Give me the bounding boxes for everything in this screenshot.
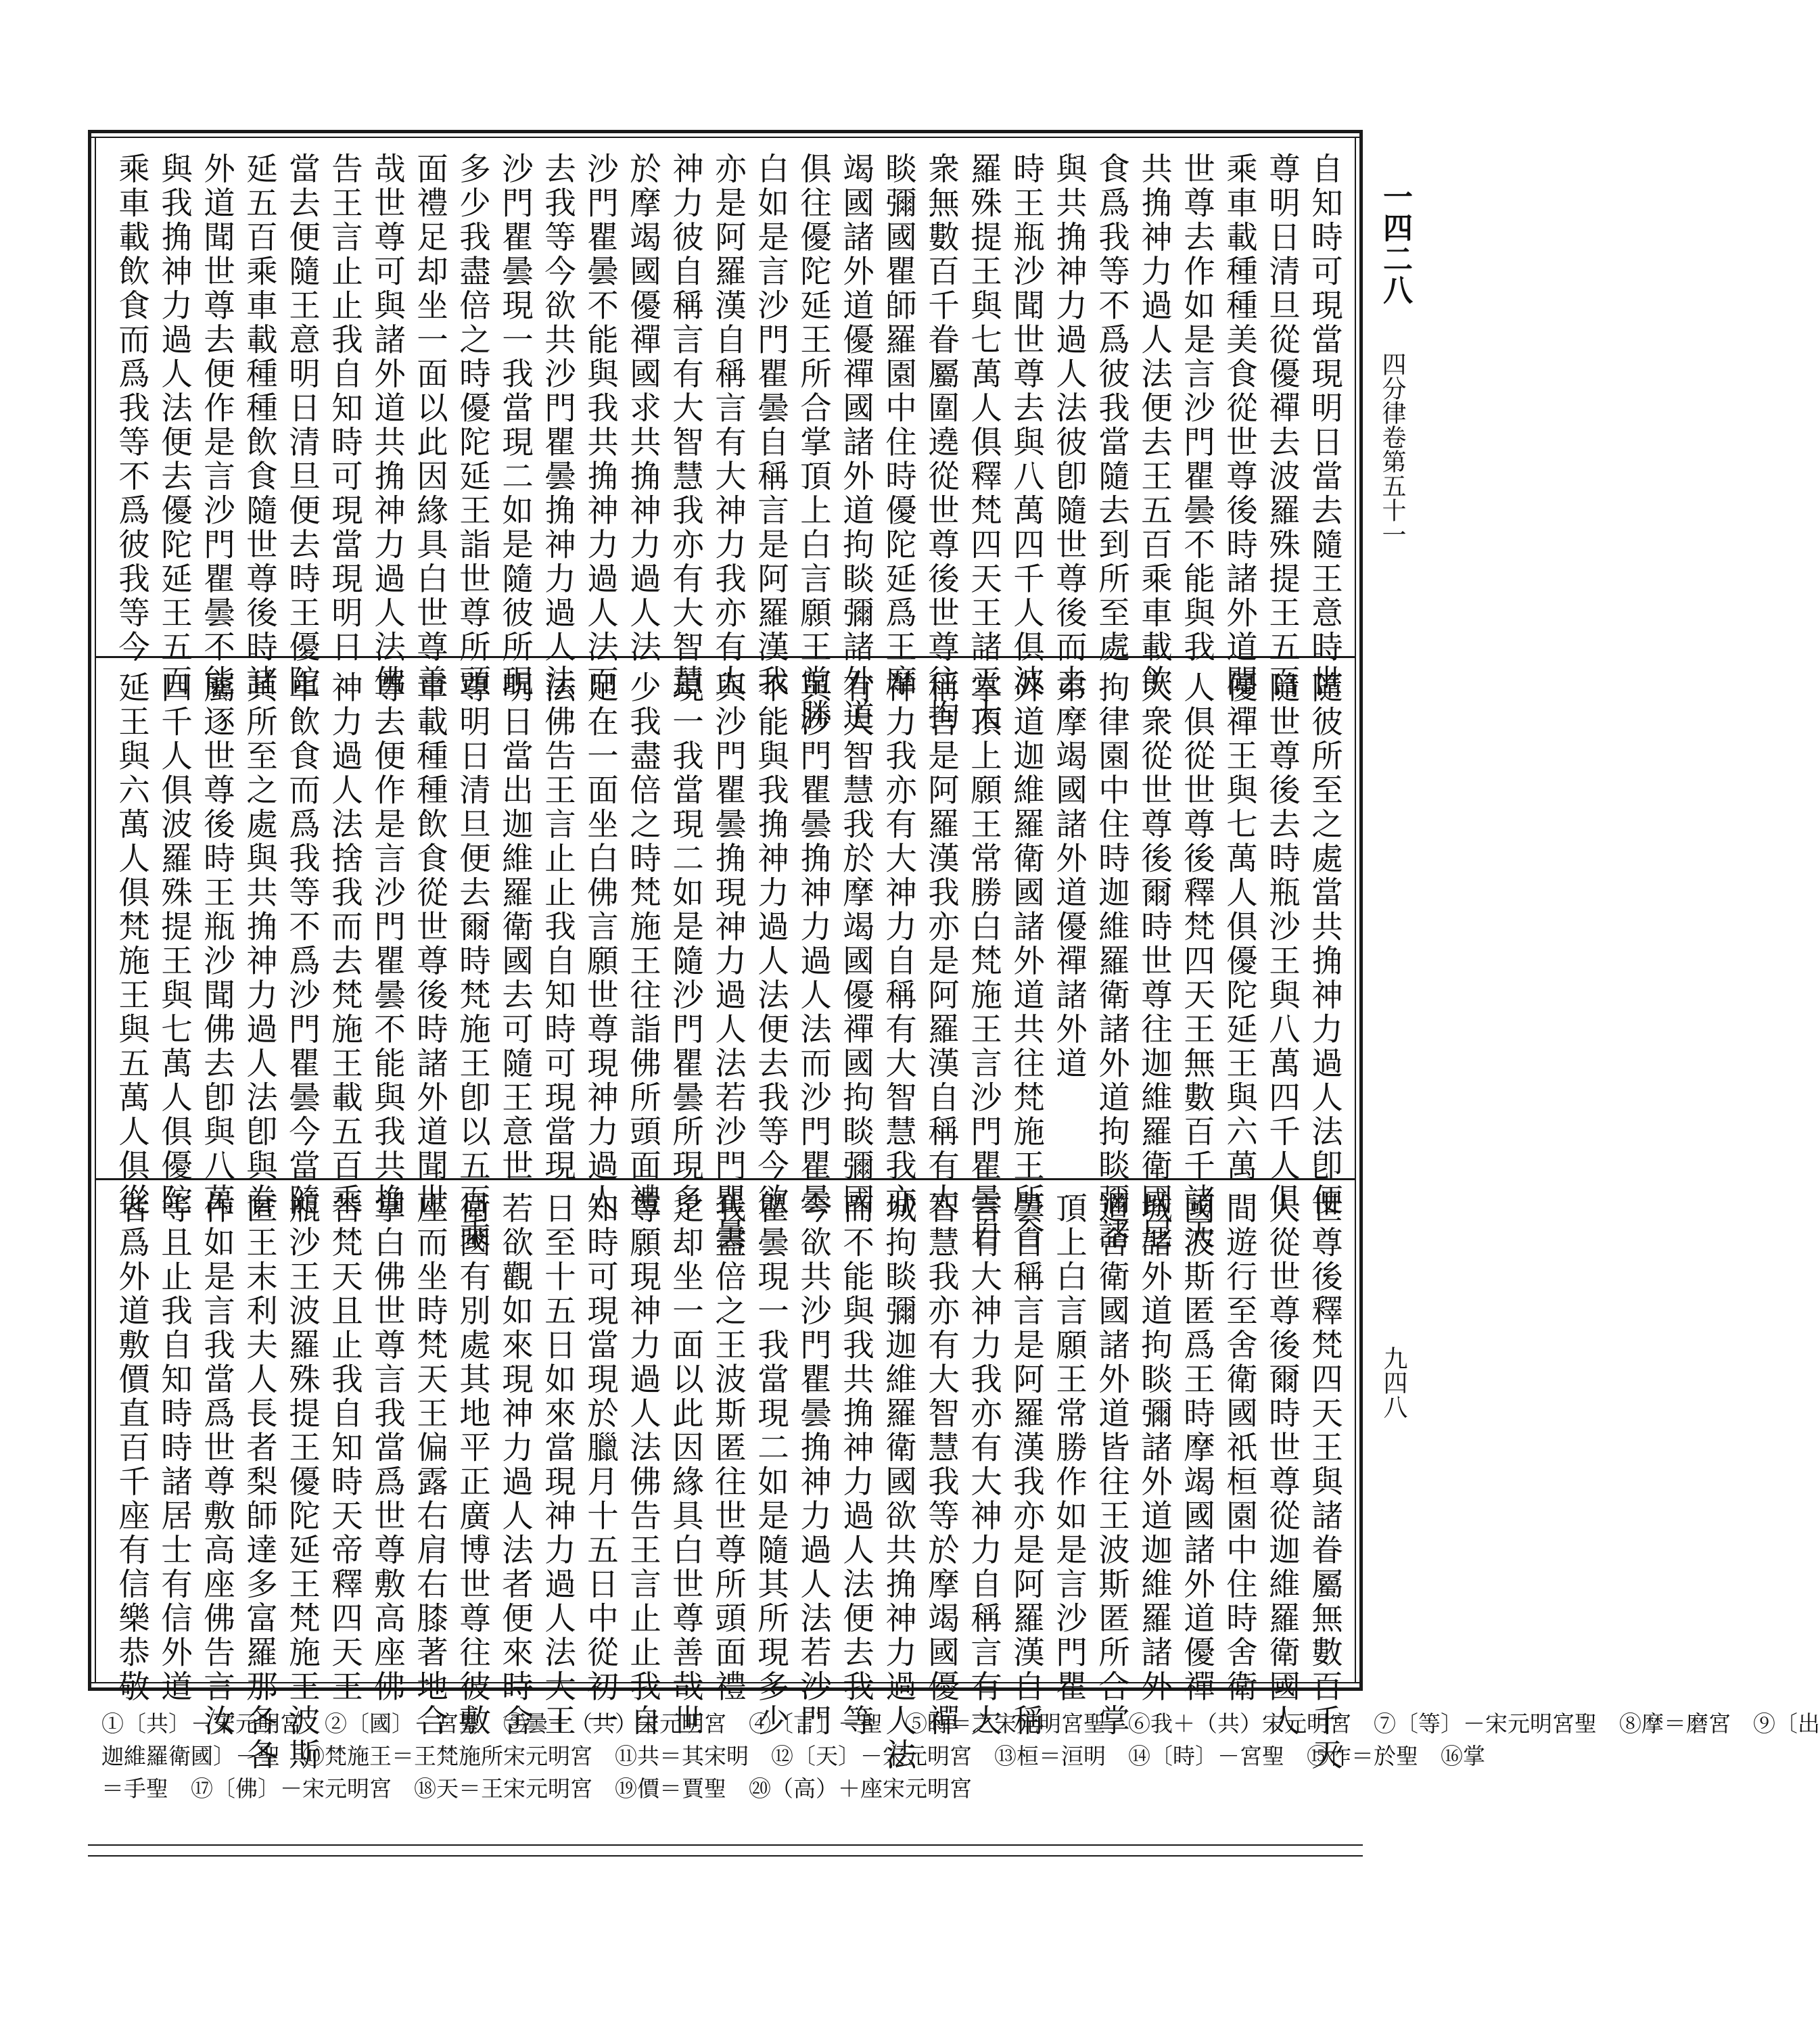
note-line: ＝手聖 ⑰〔佛〕－宋元明宮 ⑱天＝王宋元明宮 ⑲價＝賈聖 ⑳（高）＋座宋元明宮 xyxy=(101,1775,972,1802)
text-column: 作如是言我當爲世尊敷高座佛告言汝 xyxy=(199,1192,235,1738)
text-column: 城諸外道拘睒彌諸外道迦維羅諸外 xyxy=(1136,1192,1173,1704)
text-column: 告梵天且止我自知時天帝釋四天王 xyxy=(327,1192,363,1704)
text-column: 道舍衛國諸外道皆往王波斯匿所合掌 xyxy=(1094,1192,1130,1738)
frame-top-outer xyxy=(88,130,1363,133)
text-column: 今欲共沙門瞿曇捔神力過人法若沙門 xyxy=(795,1192,832,1738)
text-column: 者爲外道敷價直百千座有信樂恭敬 xyxy=(114,1192,150,1704)
text-column: 與我捔神力過人法便去優陀延王五百 xyxy=(156,152,193,699)
text-column: 沙門瞿曇現一我當現二如是隨彼所現 xyxy=(497,152,534,699)
text-column: 明日當出迦維羅衛國去可隨王意世 xyxy=(497,671,534,1184)
text-column: 與共捔神力過人法彼卽隨世尊後而去 xyxy=(1051,152,1088,699)
footer-rule-2 xyxy=(88,1855,1363,1857)
register-top xyxy=(101,152,1346,733)
text-column: 俱往優陀延王所合掌頂上白言願王常勝 xyxy=(795,152,832,733)
frame-right-outer xyxy=(1359,130,1363,1691)
note-line: ①〔共〕－宋元明宮 ②〔國〕－宮聖 ③曇＋（共）宋元明宮 ④〔言〕－聖 ⑤時＝之宋元明宮聖 ⑥我＋（共）宋元明宮 ⑦〔等〕－宋元明宮聖 ⑧摩＝磨宮 ⑨〔出 xyxy=(101,1710,1820,1737)
text-column: 不能與我捔神力過人法便去我等今欲 xyxy=(753,671,789,1217)
text-column: 延王與六萬人俱梵施王與五萬人俱從 xyxy=(114,671,150,1217)
text-column: 我盡倍之王波斯匿往世尊所頭面禮 xyxy=(710,1192,747,1704)
book-title: 四分律卷第五十一 xyxy=(1378,352,1406,546)
text-column: 瞿曇現一我當現二如是隨其所現多少 xyxy=(753,1192,789,1738)
text-column: 瓶沙王波羅殊提王優陀延王梵施王波斯 xyxy=(284,1192,321,1773)
text-column: 睒彌國瞿師羅園中住時優陀延爲王摩 xyxy=(881,152,917,699)
text-column: 竭國諸外道優禪國諸外道拘睒彌諸外道 xyxy=(838,152,874,733)
footer-rule-1 xyxy=(88,1844,1363,1846)
text-column: 匿王末利夫人長者梨師達多富羅那各各 xyxy=(241,1192,278,1773)
text-column: 城拘睒彌迦維羅衛國欲共捔神力過人法 xyxy=(881,1192,917,1773)
text-column: 掌白佛世尊言我當爲世尊敷高座佛 xyxy=(369,1192,406,1704)
text-column: 神力彼自稱言有大智慧我亦有大智慧 xyxy=(668,152,704,699)
text-column: 座而坐時梵天王偏露右肩右膝著地合 xyxy=(412,1192,448,1738)
text-column: 曇自稱言是阿羅漢我亦是阿羅漢自稱 xyxy=(1008,1192,1045,1738)
collation-notes xyxy=(101,1708,1820,1805)
text-column: 衛國有別處其地平正廣博世尊往彼敷 xyxy=(454,1192,491,1738)
text-column: 有大智慧我於摩竭國優禪國拘睒彌國 xyxy=(838,671,874,1217)
text-column: 自知時可現當現明日當去隨王意時世 xyxy=(1307,152,1343,699)
text-column: 告王言止止我自知時可現當現明日 xyxy=(327,152,363,665)
frame-left-outer xyxy=(88,130,91,1691)
text-column: 知時可現當現於臘月十五日中從初一 xyxy=(582,1192,619,1738)
text-column: 與沙門瞿曇捔現神力過人法若沙門瞿曇 xyxy=(710,671,747,1252)
text-column: 若欲觀如來現神力過人法者便來時舍 xyxy=(497,1192,534,1738)
text-column: 食爲我等不爲彼我當隨去到所至處 xyxy=(1094,152,1130,665)
text-column: 優禪王與七萬人俱優陀延王與六萬 xyxy=(1221,671,1258,1184)
text-column: 哉世尊可與諸外道共捔神力過人法佛 xyxy=(369,152,406,699)
text-column: 於摩竭國優禪國求共捔神力過人法 xyxy=(625,152,661,665)
text-column: 法佛告王言止止我自知時可現當現 xyxy=(540,671,576,1184)
text-column: 隨世尊後去時瓶沙王與八萬四千人俱 xyxy=(1264,671,1301,1217)
text-column: 共捔神力過人法便去王五百乘車載飲 xyxy=(1136,152,1173,699)
text-column: 亦是阿羅漢自稱言有大神力我亦有大 xyxy=(710,152,747,699)
text-column: 其所至之處與共捔神力過人法卽與眷 xyxy=(241,671,278,1217)
volume-number: 一四二八 xyxy=(1378,181,1412,306)
text-column: 車飲食而爲我等不爲沙門瞿曇今當隨 xyxy=(284,671,321,1217)
text-column: 多少我盡倍之時優陀延王詣世尊所頭 xyxy=(454,152,491,699)
text-column: 乘車載種種美食從世尊後時諸外道聞 xyxy=(1221,152,1258,699)
frame-top-inner xyxy=(88,137,1363,138)
text-column: 四千人俱波羅殊提王與七萬人俱優陀 xyxy=(156,671,193,1217)
text-column: 當去便隨王意明日清旦便去時王優陀 xyxy=(284,152,321,699)
text-column: 與沙門瞿曇捔神力過人法而沙門瞿曇 xyxy=(795,671,832,1217)
text-column: 沙門瞿曇不能與我共捔神力過人法而 xyxy=(582,152,619,699)
text-column: 頂上白言願王常勝作如是言沙門瞿 xyxy=(1051,1192,1088,1704)
text-column: 智慧我亦有大智慧我等於摩竭國優禪 xyxy=(923,1192,960,1738)
text-column: 人俱從世尊後釋梵四天王無數百千諸天 xyxy=(1179,671,1215,1252)
text-column: 國波斯匿爲王時摩竭國諸外道優禪 xyxy=(1179,1192,1215,1704)
note-line: 迦維羅衛國〕－聖 ⑩梵施王＝王梵施所宋元明宮 ⑪共＝其宋明 ⑫〔天〕－宋元明宮 ⑬桓＝洹明 ⑭〔時〕－宮聖 ⑮作＝於聖 ⑯掌 xyxy=(101,1743,1485,1769)
text-column: 間遊行至舍衛國祇桓園中住時舍衛 xyxy=(1221,1192,1258,1704)
text-column: 世尊去作如是言沙門瞿曇不能與我 xyxy=(1179,152,1215,665)
text-column: 外道聞世尊去便作是言沙門瞿曇不能 xyxy=(199,152,235,699)
text-column: 而不能與我共捔神力過人法便去我等 xyxy=(838,1192,874,1738)
text-column: 白如是言沙門瞿曇自稱言是阿羅漢我 xyxy=(753,152,789,699)
text-column: 尊明日清旦便去爾時梵施王卽以五百乘 xyxy=(454,671,491,1252)
text-column: 衆無數百千眷屬圍遶從世尊後世尊往拘 xyxy=(923,152,960,733)
text-column: 屬逐世尊後時王瓶沙聞佛去卽與八萬 xyxy=(199,671,235,1217)
text-column: 車載種種飲食從世尊後時諸外道聞世 xyxy=(412,671,448,1217)
text-column: 弟摩竭國諸外道優禪諸外道 xyxy=(1051,671,1088,1081)
text-column: 尊去便作是言沙門瞿曇不能與我共捔 xyxy=(369,671,406,1217)
register-middle xyxy=(101,671,1346,1252)
text-column: 神力我亦有大神力自稱有大智慧我亦 xyxy=(881,671,917,1217)
text-column: 日至十五日如來當現神力過人法大王 xyxy=(540,1192,576,1738)
text-column: 面禮足却坐一面以此因緣具白世尊善 xyxy=(412,152,448,699)
frame-right-inner xyxy=(1355,137,1356,1683)
text-column: 時王瓶沙聞世尊去與八萬四千人俱波 xyxy=(1008,152,1045,699)
text-column: 現一我當現二如是隨沙門瞿曇所現多 xyxy=(668,671,704,1217)
text-column: 等且止我自知時時諸居士有信外道 xyxy=(156,1192,193,1704)
text-column: 外道迦維羅衛國諸外道共往梵施王所合 xyxy=(1008,671,1045,1252)
text-column: 世尊後釋梵四天王與諸眷屬無數百千天 xyxy=(1307,1192,1343,1773)
text-column: 稱言是阿羅漢我亦是阿羅漢自稱有大 xyxy=(923,671,960,1217)
folio-number: 九四八 xyxy=(1380,1346,1407,1419)
text-column: 人從世尊後爾時世尊從迦維羅衛國人 xyxy=(1264,1192,1301,1738)
text-column: 少我盡倍之時梵施王往詣佛所頭面禮 xyxy=(625,671,661,1217)
text-column: 拘律園中住時迦維羅衛諸外道拘睒彌諸 xyxy=(1094,671,1130,1252)
text-column: 乘車載飲食而爲我等不爲彼我等今 xyxy=(114,152,150,665)
text-column: 羅殊提王與七萬人俱釋梵四天王諸天大 xyxy=(966,152,1002,733)
text-column: 尊願現神力過人法佛告王言止止我自 xyxy=(625,1192,661,1738)
text-column: 足在一面坐白佛言願世尊現神力過人 xyxy=(582,671,619,1217)
text-column: 延五百乘車載種種飲食隨世尊後時諸 xyxy=(241,152,278,699)
text-column: 神力過人法捨我而去梵施王載五百乘 xyxy=(327,671,363,1217)
text-column: 隨彼所至之處當共捔神力過人法卽便 xyxy=(1307,671,1343,1217)
text-column: 尊明日清旦從優禪去波羅殊提王五百 xyxy=(1264,152,1301,699)
text-column: 去我等今欲共沙門瞿曇捔神力過人法 xyxy=(540,152,576,699)
frame-left-inner xyxy=(95,137,96,1683)
text-column: 大衆從世尊後爾時世尊往迦維羅衛國尼 xyxy=(1136,671,1173,1252)
text-column: 掌頂上願王常勝白梵施王言沙門瞿曇自 xyxy=(966,671,1002,1252)
text-column: 足却坐一面以此因緣具白世尊善哉世 xyxy=(668,1192,704,1738)
text-column: 言有大神力我亦有大神力自稱言有大 xyxy=(966,1192,1002,1738)
